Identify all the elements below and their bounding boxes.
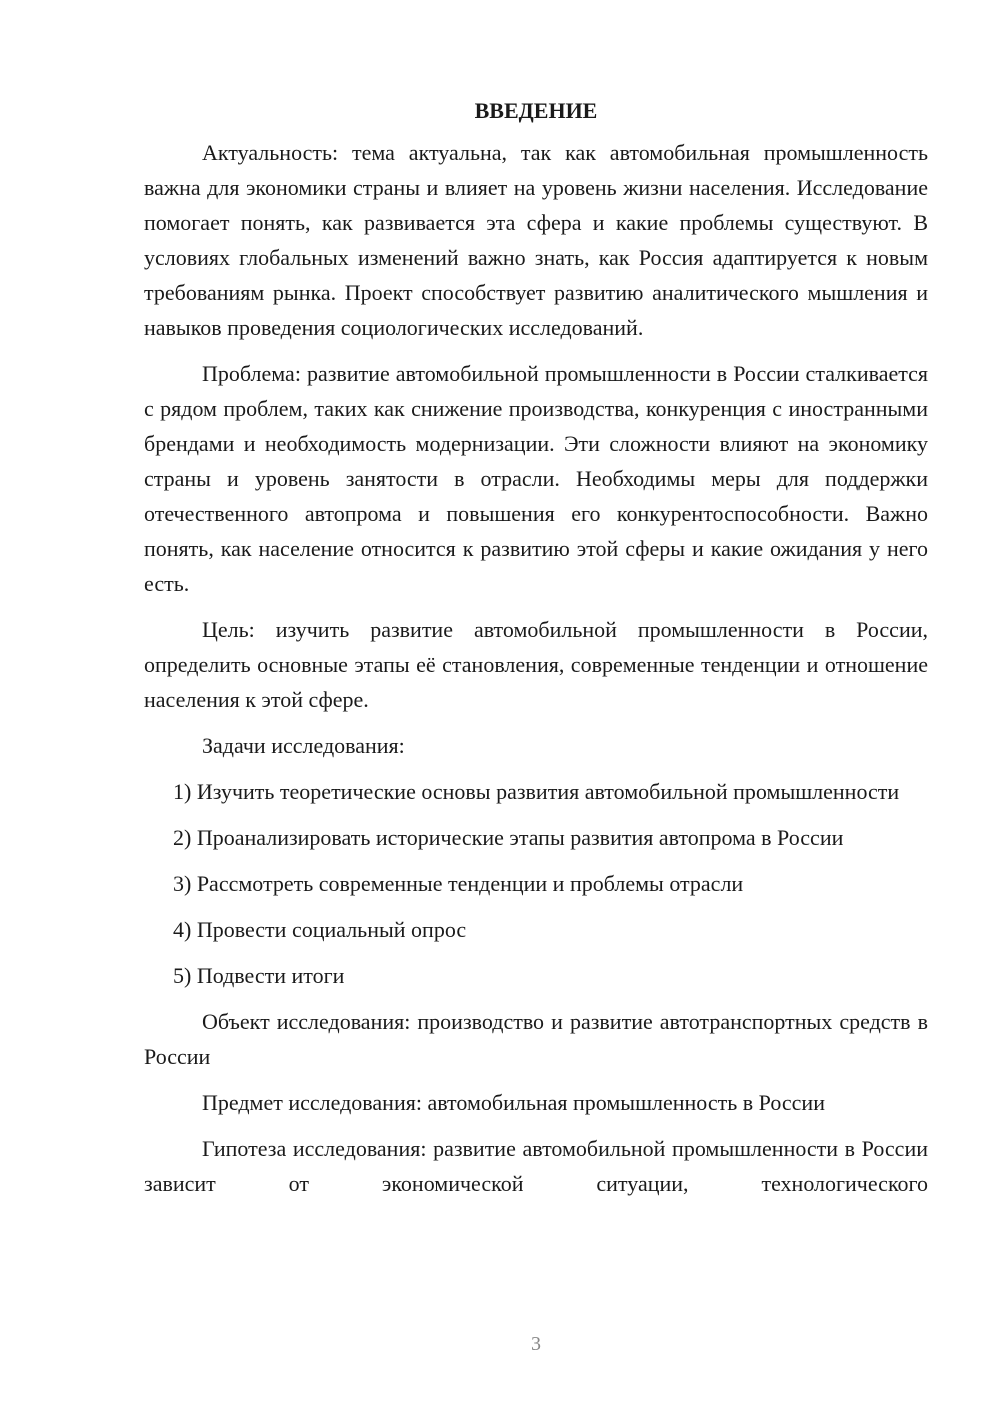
hypothesis-paragraph: Гипотеза исследования: развитие автомобильной промышленности в России зависит от экономической ситуации, технологического (144, 1136, 928, 1196)
task-item-4: 4) Провести социальный опрос (173, 917, 467, 942)
tasks-heading: Задачи исследования: (202, 733, 405, 758)
task-item-3: 3) Рассмотреть современные тенденции и проблемы отрасли (173, 871, 744, 896)
task-item-5: 5) Подвести итоги (173, 963, 345, 988)
section-heading: ВВЕДЕНИЕ (474, 98, 598, 123)
subject-paragraph: Предмет исследования: автомобильная промышленность в России (202, 1090, 825, 1115)
task-item-1: 1) Изучить теоретические основы развития автомобильной промышленности (173, 779, 900, 804)
task-item-2: 2) Проанализировать исторические этапы развития автопрома в России (173, 825, 844, 850)
relevance-paragraph: Актуальность: тема актуальна, так как автомобильная промышленность важна для экономики страны и влияет на уровень жизни населения. Исследование помогает понять, как развивается эта сфера и какие проблемы существуют. В условиях глобальных изменений важно знать, как Россия адаптируется к новым требованиям рынка. Проект способствует развитию аналитического мышления и навыков проведения социологических исследований. (144, 140, 928, 340)
problem-paragraph: Проблема: развитие автомобильной промышленности в России сталкивается с рядом проблем, таких как снижение производства, конкуренция с иностранными брендами и необходимость модернизации. Эти сложности влияют на экономику страны и уровень занятости в отрасли. Необходимы меры для поддержки отечественного автопрома и повышения его конкурентоспособности. Важно понять, как население относится к развитию этой сферы и какие ожидания у него есть. (144, 361, 928, 596)
page-number: 3 (531, 1333, 541, 1355)
object-paragraph: Объект исследования: производство и развитие автотранспортных средств в России (144, 1009, 928, 1069)
goal-paragraph: Цель: изучить развитие автомобильной промышленности в России, определить основные этапы её становления, современные тенденции и отношение населения к этой сфере. (144, 617, 928, 712)
document-page (144, 93, 928, 1212)
